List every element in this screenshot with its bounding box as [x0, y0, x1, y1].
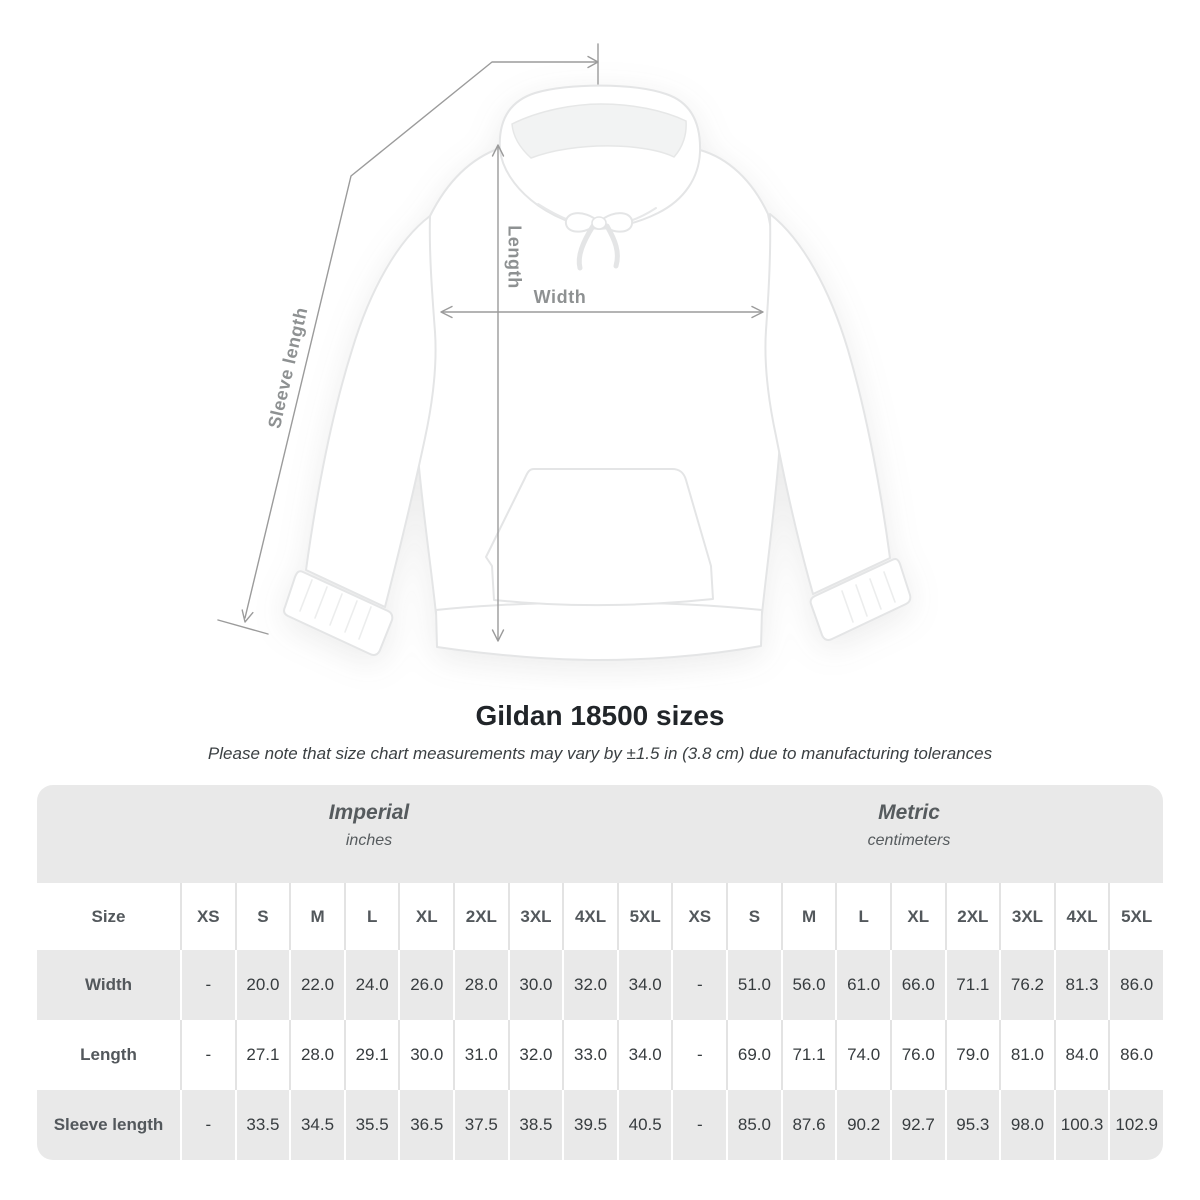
table-cell: 22.0 — [289, 950, 344, 1020]
table-cell: 71.1 — [781, 1020, 836, 1090]
table-cell: 28.0 — [453, 950, 508, 1020]
table-cell: 102.9 — [1108, 1090, 1163, 1160]
table-cell: 61.0 — [835, 950, 890, 1020]
table-cell: 86.0 — [1108, 1020, 1163, 1090]
table-cell: - — [180, 950, 235, 1020]
column-header: S — [235, 883, 290, 950]
table-cell: 76.2 — [999, 950, 1054, 1020]
column-header: 2XL — [453, 883, 508, 950]
tolerance-note: Please note that size chart measurements may vary by ±1.5 in (3.8 cm) due to manufacturing tolerances — [207, 744, 993, 763]
table-cell: 32.0 — [562, 950, 617, 1020]
table-cell: 35.5 — [344, 1090, 399, 1160]
column-header: 4XL — [1054, 883, 1109, 950]
column-header: L — [344, 883, 399, 950]
column-header: XL — [398, 883, 453, 950]
table-cell: 86.0 — [1108, 950, 1163, 1020]
metric-label: Metric — [878, 801, 940, 824]
table-cell: 95.3 — [945, 1090, 1000, 1160]
table-cell: 100.3 — [1054, 1090, 1109, 1160]
table-cell: 85.0 — [726, 1090, 781, 1160]
table-cell: 33.0 — [562, 1020, 617, 1090]
table-cell: 84.0 — [1054, 1020, 1109, 1090]
table-cell: - — [671, 950, 726, 1020]
table-cell: 32.0 — [508, 1020, 563, 1090]
imperial-unit: inches — [345, 832, 393, 849]
size-column-header: Size — [37, 883, 180, 950]
drawstring-knot — [592, 217, 606, 229]
table-cell: 28.0 — [289, 1020, 344, 1090]
metric-group-header — [868, 801, 951, 850]
size-table — [37, 785, 1163, 1160]
column-header: XS — [180, 883, 235, 950]
table-cell: 38.5 — [508, 1090, 563, 1160]
table-cell: 33.5 — [235, 1090, 290, 1160]
metric-unit: centimeters — [867, 832, 951, 849]
table-cell: - — [671, 1020, 726, 1090]
row-label-width: Width — [37, 950, 180, 1020]
imperial-label: Imperial — [328, 801, 410, 824]
table-cell: 51.0 — [726, 950, 781, 1020]
table-cell: 30.0 — [398, 1020, 453, 1090]
column-header: 3XL — [999, 883, 1054, 950]
table-cell: 34.0 — [617, 1020, 672, 1090]
table-cell: 34.0 — [617, 950, 672, 1020]
column-header: M — [289, 883, 344, 950]
column-header: 2XL — [945, 883, 1000, 950]
unit-header-band — [37, 785, 1163, 883]
column-header: 3XL — [508, 883, 563, 950]
column-header: 5XL — [617, 883, 672, 950]
table-cell: 36.5 — [398, 1090, 453, 1160]
table-cell: 20.0 — [235, 950, 290, 1020]
table-cell: 81.3 — [1054, 950, 1109, 1020]
page-title: Gildan 18500 sizes — [475, 700, 725, 731]
table-cell: 26.0 — [398, 950, 453, 1020]
table-cell: 90.2 — [835, 1090, 890, 1160]
column-header: XS — [671, 883, 726, 950]
table-cell: 27.1 — [235, 1020, 290, 1090]
table-cell: 37.5 — [453, 1090, 508, 1160]
table-cell: 74.0 — [835, 1020, 890, 1090]
table-cell: - — [180, 1020, 235, 1090]
table-cell: 56.0 — [781, 950, 836, 1020]
column-header: M — [781, 883, 836, 950]
row-label-length: Length — [37, 1020, 180, 1090]
table-cell: - — [671, 1090, 726, 1160]
table-cell: 31.0 — [453, 1020, 508, 1090]
table-cell: 40.5 — [617, 1090, 672, 1160]
sleeve-cuff-tick — [218, 620, 268, 634]
size-grid — [37, 883, 1163, 1160]
column-header: 4XL — [562, 883, 617, 950]
table-cell: 30.0 — [508, 950, 563, 1020]
column-header: S — [726, 883, 781, 950]
hoodie-illustration — [284, 86, 910, 660]
table-cell: 81.0 — [999, 1020, 1054, 1090]
column-header: L — [835, 883, 890, 950]
width-label: Width — [533, 287, 587, 307]
table-cell: 71.1 — [945, 950, 1000, 1020]
table-cell: 98.0 — [999, 1090, 1054, 1160]
row-label-sleeve-length: Sleeve length — [37, 1090, 180, 1160]
length-label: Length — [504, 225, 525, 289]
table-cell: 92.7 — [890, 1090, 945, 1160]
table-cell: 79.0 — [945, 1020, 1000, 1090]
column-header: XL — [890, 883, 945, 950]
table-cell: 29.1 — [344, 1020, 399, 1090]
imperial-group-header — [329, 801, 410, 850]
hoodie-pocket — [486, 469, 713, 605]
hoodie-hem-band — [436, 603, 762, 661]
table-cell: 69.0 — [726, 1020, 781, 1090]
table-cell: 39.5 — [562, 1090, 617, 1160]
sleeve-length-label: Sleeve length — [264, 305, 312, 431]
table-cell: 34.5 — [289, 1090, 344, 1160]
table-cell: 66.0 — [890, 950, 945, 1020]
table-cell: 76.0 — [890, 1020, 945, 1090]
table-cell: 87.6 — [781, 1090, 836, 1160]
hoodie-left-sleeve — [306, 216, 436, 607]
table-cell: 24.0 — [344, 950, 399, 1020]
hoodie-right-sleeve — [765, 214, 890, 594]
sleeve-arrow-bottom — [242, 610, 253, 622]
column-header: 5XL — [1108, 883, 1163, 950]
table-cell: - — [180, 1090, 235, 1160]
